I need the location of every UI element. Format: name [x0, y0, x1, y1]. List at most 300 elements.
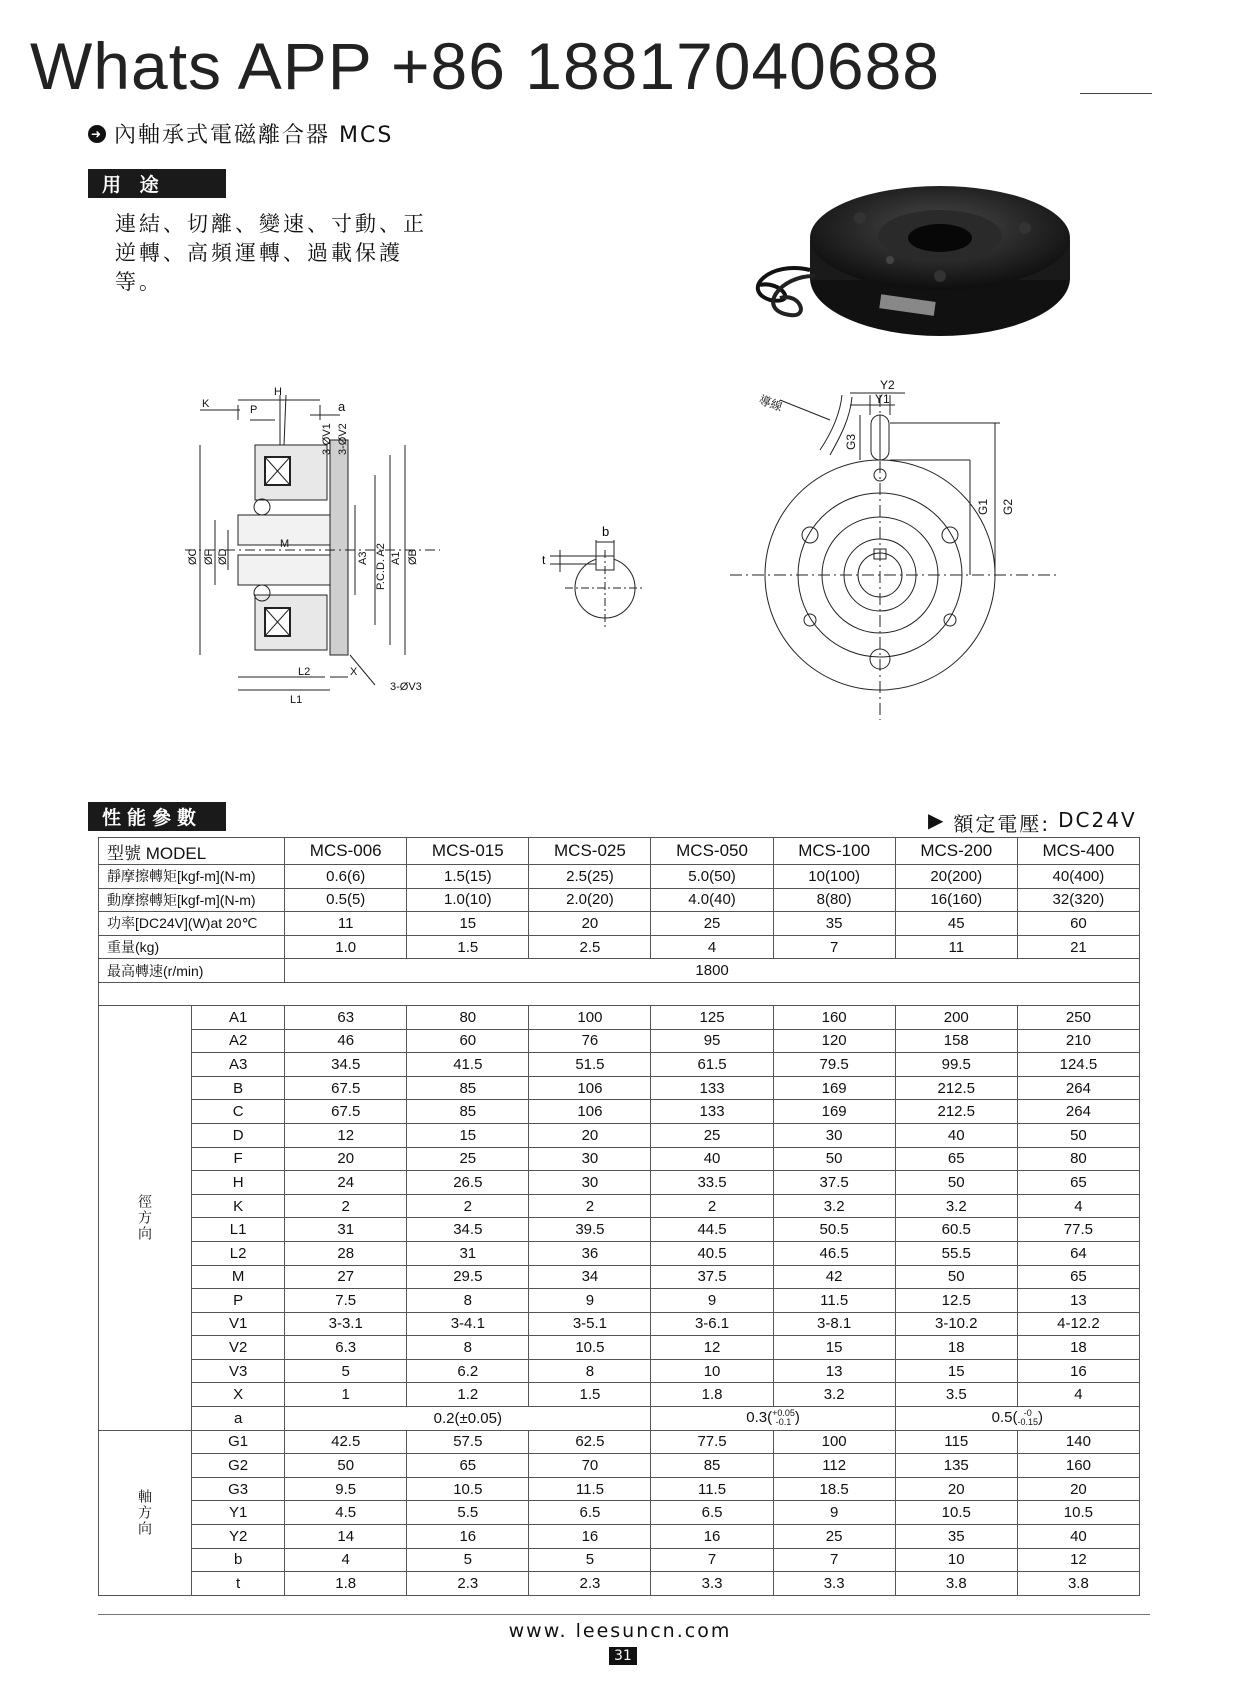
model-name: MCS-100: [773, 838, 895, 865]
dim-D: ØD: [217, 548, 229, 565]
table-cell: 133: [651, 1100, 773, 1124]
table-cell: 12: [1017, 1548, 1139, 1572]
table-cell: 44.5: [651, 1218, 773, 1242]
table-cell: 6.5: [651, 1501, 773, 1525]
footer-rule: [98, 1614, 1150, 1615]
table-cell: 5: [407, 1548, 529, 1572]
table-cell: 4: [285, 1548, 407, 1572]
table-cell: 3.3: [651, 1572, 773, 1596]
table-cell: 65: [1017, 1265, 1139, 1289]
table-cell: 12: [285, 1123, 407, 1147]
page-number: 31: [609, 1647, 637, 1665]
table-row: [99, 959, 1140, 983]
table-cell: 3-10.2: [895, 1312, 1017, 1336]
table-cell: 2.5(25): [529, 865, 651, 889]
face-drawing: [730, 375, 1090, 765]
table-cell: 20: [285, 1147, 407, 1171]
row-label: V3: [192, 1359, 285, 1383]
table-cell: 100: [529, 1005, 651, 1029]
table-row: [99, 912, 1140, 936]
table-cell: 1.5: [407, 935, 529, 959]
table-cell: 16: [651, 1525, 773, 1549]
table-row: [99, 1312, 1140, 1336]
table-cell: 100: [773, 1430, 895, 1454]
lead-wire-label: 導線: [756, 392, 785, 415]
table-cell: 77.5: [651, 1430, 773, 1454]
table-cell: 65: [895, 1147, 1017, 1171]
table-cell: 15: [895, 1359, 1017, 1383]
dim-V2: 3-ØV2: [337, 423, 349, 455]
table-cell: 42.5: [285, 1430, 407, 1454]
table-cell: 5: [285, 1359, 407, 1383]
table-cell: 4: [1017, 1383, 1139, 1407]
table-cell: 11.5: [529, 1477, 651, 1501]
table-cell: 31: [285, 1218, 407, 1242]
model-name: MCS-025: [529, 838, 651, 865]
table-cell: 20(200): [895, 865, 1017, 889]
table-cell: 7.5: [285, 1289, 407, 1313]
row-label: K: [192, 1194, 285, 1218]
table-cell: 5.0(50): [651, 865, 773, 889]
row-label: G1: [192, 1430, 285, 1454]
table-cell: 169: [773, 1076, 895, 1100]
dim-L2: L2: [298, 666, 311, 678]
row-label: Y1: [192, 1501, 285, 1525]
table-cell: 10.5: [407, 1477, 529, 1501]
table-cell: 18: [895, 1336, 1017, 1360]
keyway-drawing: [530, 520, 650, 640]
dim-H: H: [274, 386, 282, 398]
table-cell: 30: [529, 1171, 651, 1195]
table-cell: 115: [895, 1430, 1017, 1454]
table-cell: 4-12.2: [1017, 1312, 1139, 1336]
row-label: 靜摩擦轉矩[kgf-m](N-m): [99, 865, 285, 889]
table-cell: 21: [1017, 935, 1139, 959]
row-label: b: [192, 1548, 285, 1572]
table-cell: 1: [285, 1383, 407, 1407]
row-label: X: [192, 1383, 285, 1407]
row-label: F: [192, 1147, 285, 1171]
dim-F: ØF: [203, 549, 215, 565]
row-label: 動摩擦轉矩[kgf-m](N-m): [99, 888, 285, 912]
table-cell: 8: [529, 1359, 651, 1383]
table-cell: 10.5: [529, 1336, 651, 1360]
table-cell: 15: [407, 912, 529, 936]
table-cell: 30: [529, 1147, 651, 1171]
table-cell: 9: [529, 1289, 651, 1313]
table-cell: 6.3: [285, 1336, 407, 1360]
dim-G2: G2: [1001, 498, 1015, 515]
table-cell: 3-3.1: [285, 1312, 407, 1336]
dim-G1: G1: [976, 498, 990, 515]
table-cell: 2.3: [407, 1572, 529, 1596]
table-cell: 9: [773, 1501, 895, 1525]
table-cell: 85: [407, 1076, 529, 1100]
table-row: [99, 1525, 1140, 1549]
table-cell: 7: [651, 1548, 773, 1572]
table-cell: 210: [1017, 1029, 1139, 1053]
table-cell: 3-6.1: [651, 1312, 773, 1336]
table-cell: 60.5: [895, 1218, 1017, 1242]
table-row: [99, 1430, 1140, 1454]
table-cell: 3-4.1: [407, 1312, 529, 1336]
table-cell: 35: [773, 912, 895, 936]
table-cell: 3-8.1: [773, 1312, 895, 1336]
model-name: MCS-050: [651, 838, 773, 865]
table-row: [99, 1218, 1140, 1242]
row-label: G3: [192, 1477, 285, 1501]
table-cell: 28: [285, 1241, 407, 1265]
table-cell: 42: [773, 1265, 895, 1289]
tol-base: 0.3(: [746, 1409, 773, 1427]
table-cell: 1.5: [529, 1383, 651, 1407]
table-cell: 9: [651, 1289, 773, 1313]
table-cell: 20: [529, 912, 651, 936]
table-cell: 50: [1017, 1123, 1139, 1147]
table-cell: [895, 1407, 1139, 1431]
table-cell: 79.5: [773, 1053, 895, 1077]
usage-line: 連結、切離、變速、寸動、正: [115, 212, 427, 236]
table-cell: 20: [1017, 1477, 1139, 1501]
voltage-value: DC24V: [1058, 808, 1137, 832]
model-name: MCS-400: [1017, 838, 1139, 865]
tol-lower: -0.15: [1017, 1417, 1039, 1428]
section-drawing: [180, 365, 480, 755]
table-cell: 264: [1017, 1076, 1139, 1100]
table-cell: 67.5: [285, 1100, 407, 1124]
table-cell: 55.5: [895, 1241, 1017, 1265]
table-cell: 61.5: [651, 1053, 773, 1077]
table-cell: 40(400): [1017, 865, 1139, 889]
table-row: [99, 1123, 1140, 1147]
table-cell: 50: [773, 1147, 895, 1171]
table-row: [99, 1359, 1140, 1383]
table-cell: 106: [529, 1100, 651, 1124]
table-cell: 14: [285, 1525, 407, 1549]
table-cell: 39.5: [529, 1218, 651, 1242]
table-cell: 212.5: [895, 1076, 1017, 1100]
website: www. leesuncn.com: [508, 1620, 732, 1642]
table-cell: 135: [895, 1454, 1017, 1478]
row-label: 重量(kg): [99, 935, 285, 959]
table-cell: 11.5: [773, 1289, 895, 1313]
usage-line: 逆轉、高頻運轉、過載保護等。: [115, 241, 403, 294]
dim-G3: G3: [844, 433, 858, 450]
row-label: A3: [192, 1053, 285, 1077]
group-label-radial: 徑方向: [99, 1005, 192, 1430]
dim-t: t: [542, 553, 546, 567]
table-row: [99, 1194, 1140, 1218]
table-cell: 46: [285, 1029, 407, 1053]
table-row: [99, 1383, 1140, 1407]
row-label: G2: [192, 1454, 285, 1478]
table-cell: 2.5: [529, 935, 651, 959]
table-cell: 11: [895, 935, 1017, 959]
table-cell: 1.2: [407, 1383, 529, 1407]
table-cell: 34.5: [407, 1218, 529, 1242]
dim-C: ØC: [187, 548, 199, 565]
table-cell: 27: [285, 1265, 407, 1289]
table-cell: 2.3: [529, 1572, 651, 1596]
table-cell: 133: [651, 1076, 773, 1100]
rated-voltage: [928, 808, 1137, 837]
table-cell: 65: [1017, 1171, 1139, 1195]
table-cell: 212.5: [895, 1100, 1017, 1124]
table-cell: 76: [529, 1029, 651, 1053]
table-cell: 50: [285, 1454, 407, 1478]
table-row: [99, 1289, 1140, 1313]
table-cell: [651, 1407, 895, 1431]
spec-table: [98, 837, 1140, 1596]
row-label: Y2: [192, 1525, 285, 1549]
table-cell: 15: [407, 1123, 529, 1147]
dim-Y1: Y1: [875, 392, 890, 406]
table-cell: 70: [529, 1454, 651, 1478]
table-cell: 32(320): [1017, 888, 1139, 912]
table-cell: 1.0(10): [407, 888, 529, 912]
table-cell: 16(160): [895, 888, 1017, 912]
table-cell: 124.5: [1017, 1053, 1139, 1077]
table-cell: 264: [1017, 1100, 1139, 1124]
table-cell: 1.8: [651, 1383, 773, 1407]
table-row: [99, 865, 1140, 889]
table-cell: 4: [651, 935, 773, 959]
row-label: t: [192, 1572, 285, 1596]
table-cell: 0.6(6): [285, 865, 407, 889]
table-cell: 2.0(20): [529, 888, 651, 912]
dim-b: b: [602, 524, 610, 539]
table-cell: 15: [773, 1336, 895, 1360]
table-cell: 3.2: [773, 1194, 895, 1218]
table-cell: 10.5: [895, 1501, 1017, 1525]
row-label: H: [192, 1171, 285, 1195]
table-cell: 106: [529, 1076, 651, 1100]
table-cell: 7: [773, 1548, 895, 1572]
table-cell: 2: [285, 1194, 407, 1218]
table-row: [99, 1029, 1140, 1053]
row-label: D: [192, 1123, 285, 1147]
table-cell: 5: [529, 1548, 651, 1572]
table-cell: 40: [1017, 1525, 1139, 1549]
dim-PCD: P.C.D. A2: [375, 543, 387, 590]
table-row: [99, 1265, 1140, 1289]
table-cell: 77.5: [1017, 1218, 1139, 1242]
table-row: [99, 1241, 1140, 1265]
table-cell: 29.5: [407, 1265, 529, 1289]
dim-M: M: [280, 538, 290, 550]
table-row: [99, 1407, 1140, 1431]
table-cell: 24: [285, 1171, 407, 1195]
table-cell: 45: [895, 912, 1017, 936]
table-cell: 2: [407, 1194, 529, 1218]
table-cell: 10.5: [1017, 1501, 1139, 1525]
row-label: 最高轉速(r/min): [99, 959, 285, 983]
table-cell: 35: [895, 1525, 1017, 1549]
usage-text: [115, 210, 435, 297]
dim-A3: A3: [357, 551, 369, 565]
row-label: A1: [192, 1005, 285, 1029]
dim-K: K: [202, 398, 210, 410]
table-row: [99, 935, 1140, 959]
table-cell: 10: [895, 1548, 1017, 1572]
tol-upper: -0: [1023, 1408, 1032, 1419]
table-row: [99, 1477, 1140, 1501]
table-cell: 41.5: [407, 1053, 529, 1077]
table-cell: 7: [773, 935, 895, 959]
table-cell: 33.5: [651, 1171, 773, 1195]
table-cell: 158: [895, 1029, 1017, 1053]
table-cell: 3.5: [895, 1383, 1017, 1407]
performance-tag: 性能參數: [88, 802, 226, 831]
table-cell: 120: [773, 1029, 895, 1053]
table-cell: 4.5: [285, 1501, 407, 1525]
table-spacer-row: [99, 982, 1140, 1005]
table-cell: 12: [651, 1336, 773, 1360]
dim-V1: 3-ØV1: [321, 423, 333, 455]
tol-upper: +0.05: [772, 1408, 795, 1419]
model-name: MCS-006: [285, 838, 407, 865]
dim-V3: 3-ØV3: [390, 681, 422, 693]
triangle-icon: ▶: [928, 808, 946, 832]
row-label: a: [192, 1407, 285, 1431]
dim-B: ØB: [407, 549, 419, 565]
table-cell: 0.2(±0.05): [285, 1407, 651, 1431]
table-cell: 65: [407, 1454, 529, 1478]
table-cell: 11.5: [651, 1477, 773, 1501]
table-cell: 3.8: [1017, 1572, 1139, 1596]
header-rule: [1080, 93, 1152, 94]
table-cell: 140: [1017, 1430, 1139, 1454]
row-label: P: [192, 1289, 285, 1313]
table-cell: 99.5: [895, 1053, 1017, 1077]
contact-banner: Whats APP +86 18817040688: [30, 29, 941, 103]
table-cell: 10: [651, 1359, 773, 1383]
table-cell: 3-5.1: [529, 1312, 651, 1336]
table-cell: 50.5: [773, 1218, 895, 1242]
table-cell: 16: [407, 1525, 529, 1549]
table-cell: 1.5(15): [407, 865, 529, 889]
table-row: [99, 888, 1140, 912]
table-cell: 37.5: [651, 1265, 773, 1289]
table-cell: 1.0: [285, 935, 407, 959]
dim-X: X: [350, 666, 358, 678]
table-cell: 13: [773, 1359, 895, 1383]
table-row: [99, 1005, 1140, 1029]
table-cell: 20: [895, 1477, 1017, 1501]
table-row: [99, 1501, 1140, 1525]
table-cell: 0.5(5): [285, 888, 407, 912]
table-cell: 3.2: [773, 1383, 895, 1407]
tol-base: 0.5(: [991, 1409, 1018, 1427]
table-cell: 25: [651, 912, 773, 936]
table-cell: 8(80): [773, 888, 895, 912]
table-cell: 37.5: [773, 1171, 895, 1195]
table-cell: 40: [895, 1123, 1017, 1147]
table-cell: 51.5: [529, 1053, 651, 1077]
tol-end: ): [794, 1409, 800, 1427]
table-cell: 36: [529, 1241, 651, 1265]
table-row: [99, 1572, 1140, 1596]
table-cell: 13: [1017, 1289, 1139, 1313]
table-cell: 67.5: [285, 1076, 407, 1100]
group-label-axial: 軸方向: [99, 1430, 192, 1595]
table-row: [99, 1454, 1140, 1478]
table-cell: 3.2: [895, 1194, 1017, 1218]
table-cell: 6.2: [407, 1359, 529, 1383]
table-header-row: [99, 838, 1140, 865]
table-cell: 30: [773, 1123, 895, 1147]
table-cell: 80: [1017, 1147, 1139, 1171]
table-cell: 50: [895, 1171, 1017, 1195]
table-cell: 85: [407, 1100, 529, 1124]
table-cell: 40: [651, 1147, 773, 1171]
table-row: [99, 1336, 1140, 1360]
model-header: 型號 MODEL: [99, 838, 285, 865]
tol-lower: -0.1: [775, 1417, 792, 1428]
table-cell: 11: [285, 912, 407, 936]
table-cell: 2: [651, 1194, 773, 1218]
tol-end: ): [1038, 1409, 1044, 1427]
table-cell: 18: [1017, 1336, 1139, 1360]
table-cell: 1.8: [285, 1572, 407, 1596]
row-label: V1: [192, 1312, 285, 1336]
spacer-cell: [99, 982, 1140, 1005]
table-cell: 200: [895, 1005, 1017, 1029]
table-cell: 20: [529, 1123, 651, 1147]
table-cell: 64: [1017, 1241, 1139, 1265]
voltage-label: 額定電壓:: [953, 812, 1051, 836]
table-cell: 25: [407, 1147, 529, 1171]
row-label: A2: [192, 1029, 285, 1053]
table-cell: 4.0(40): [651, 888, 773, 912]
table-row: [99, 1548, 1140, 1572]
row-label: L2: [192, 1241, 285, 1265]
dim-L1: L1: [290, 694, 303, 706]
table-cell: 46.5: [773, 1241, 895, 1265]
table-cell: 34.5: [285, 1053, 407, 1077]
table-row: [99, 1076, 1140, 1100]
table-cell: 12.5: [895, 1289, 1017, 1313]
row-label: B: [192, 1076, 285, 1100]
table-cell: 10(100): [773, 865, 895, 889]
table-cell: 95: [651, 1029, 773, 1053]
table-cell: 160: [1017, 1454, 1139, 1478]
table-cell: 63: [285, 1005, 407, 1029]
dim-P: P: [250, 404, 258, 416]
table-cell: 169: [773, 1100, 895, 1124]
table-row: [99, 1171, 1140, 1195]
dim-A1: A1: [390, 551, 402, 565]
table-cell: 60: [1017, 912, 1139, 936]
table-cell: 4: [1017, 1194, 1139, 1218]
row-label: C: [192, 1100, 285, 1124]
row-label: M: [192, 1265, 285, 1289]
table-cell: 34: [529, 1265, 651, 1289]
table-cell: 112: [773, 1454, 895, 1478]
table-cell: 8: [407, 1336, 529, 1360]
table-cell: 1800: [285, 959, 1140, 983]
table-cell: 60: [407, 1029, 529, 1053]
table-cell: 9.5: [285, 1477, 407, 1501]
table-cell: 57.5: [407, 1430, 529, 1454]
table-cell: 26.5: [407, 1171, 529, 1195]
table-cell: 25: [651, 1123, 773, 1147]
usage-tag: 用 途: [88, 169, 226, 198]
product-title: 內軸承式電磁離合器 MCS: [114, 123, 394, 148]
table-cell: 85: [651, 1454, 773, 1478]
table-cell: 2: [529, 1194, 651, 1218]
table-row: [99, 1053, 1140, 1077]
